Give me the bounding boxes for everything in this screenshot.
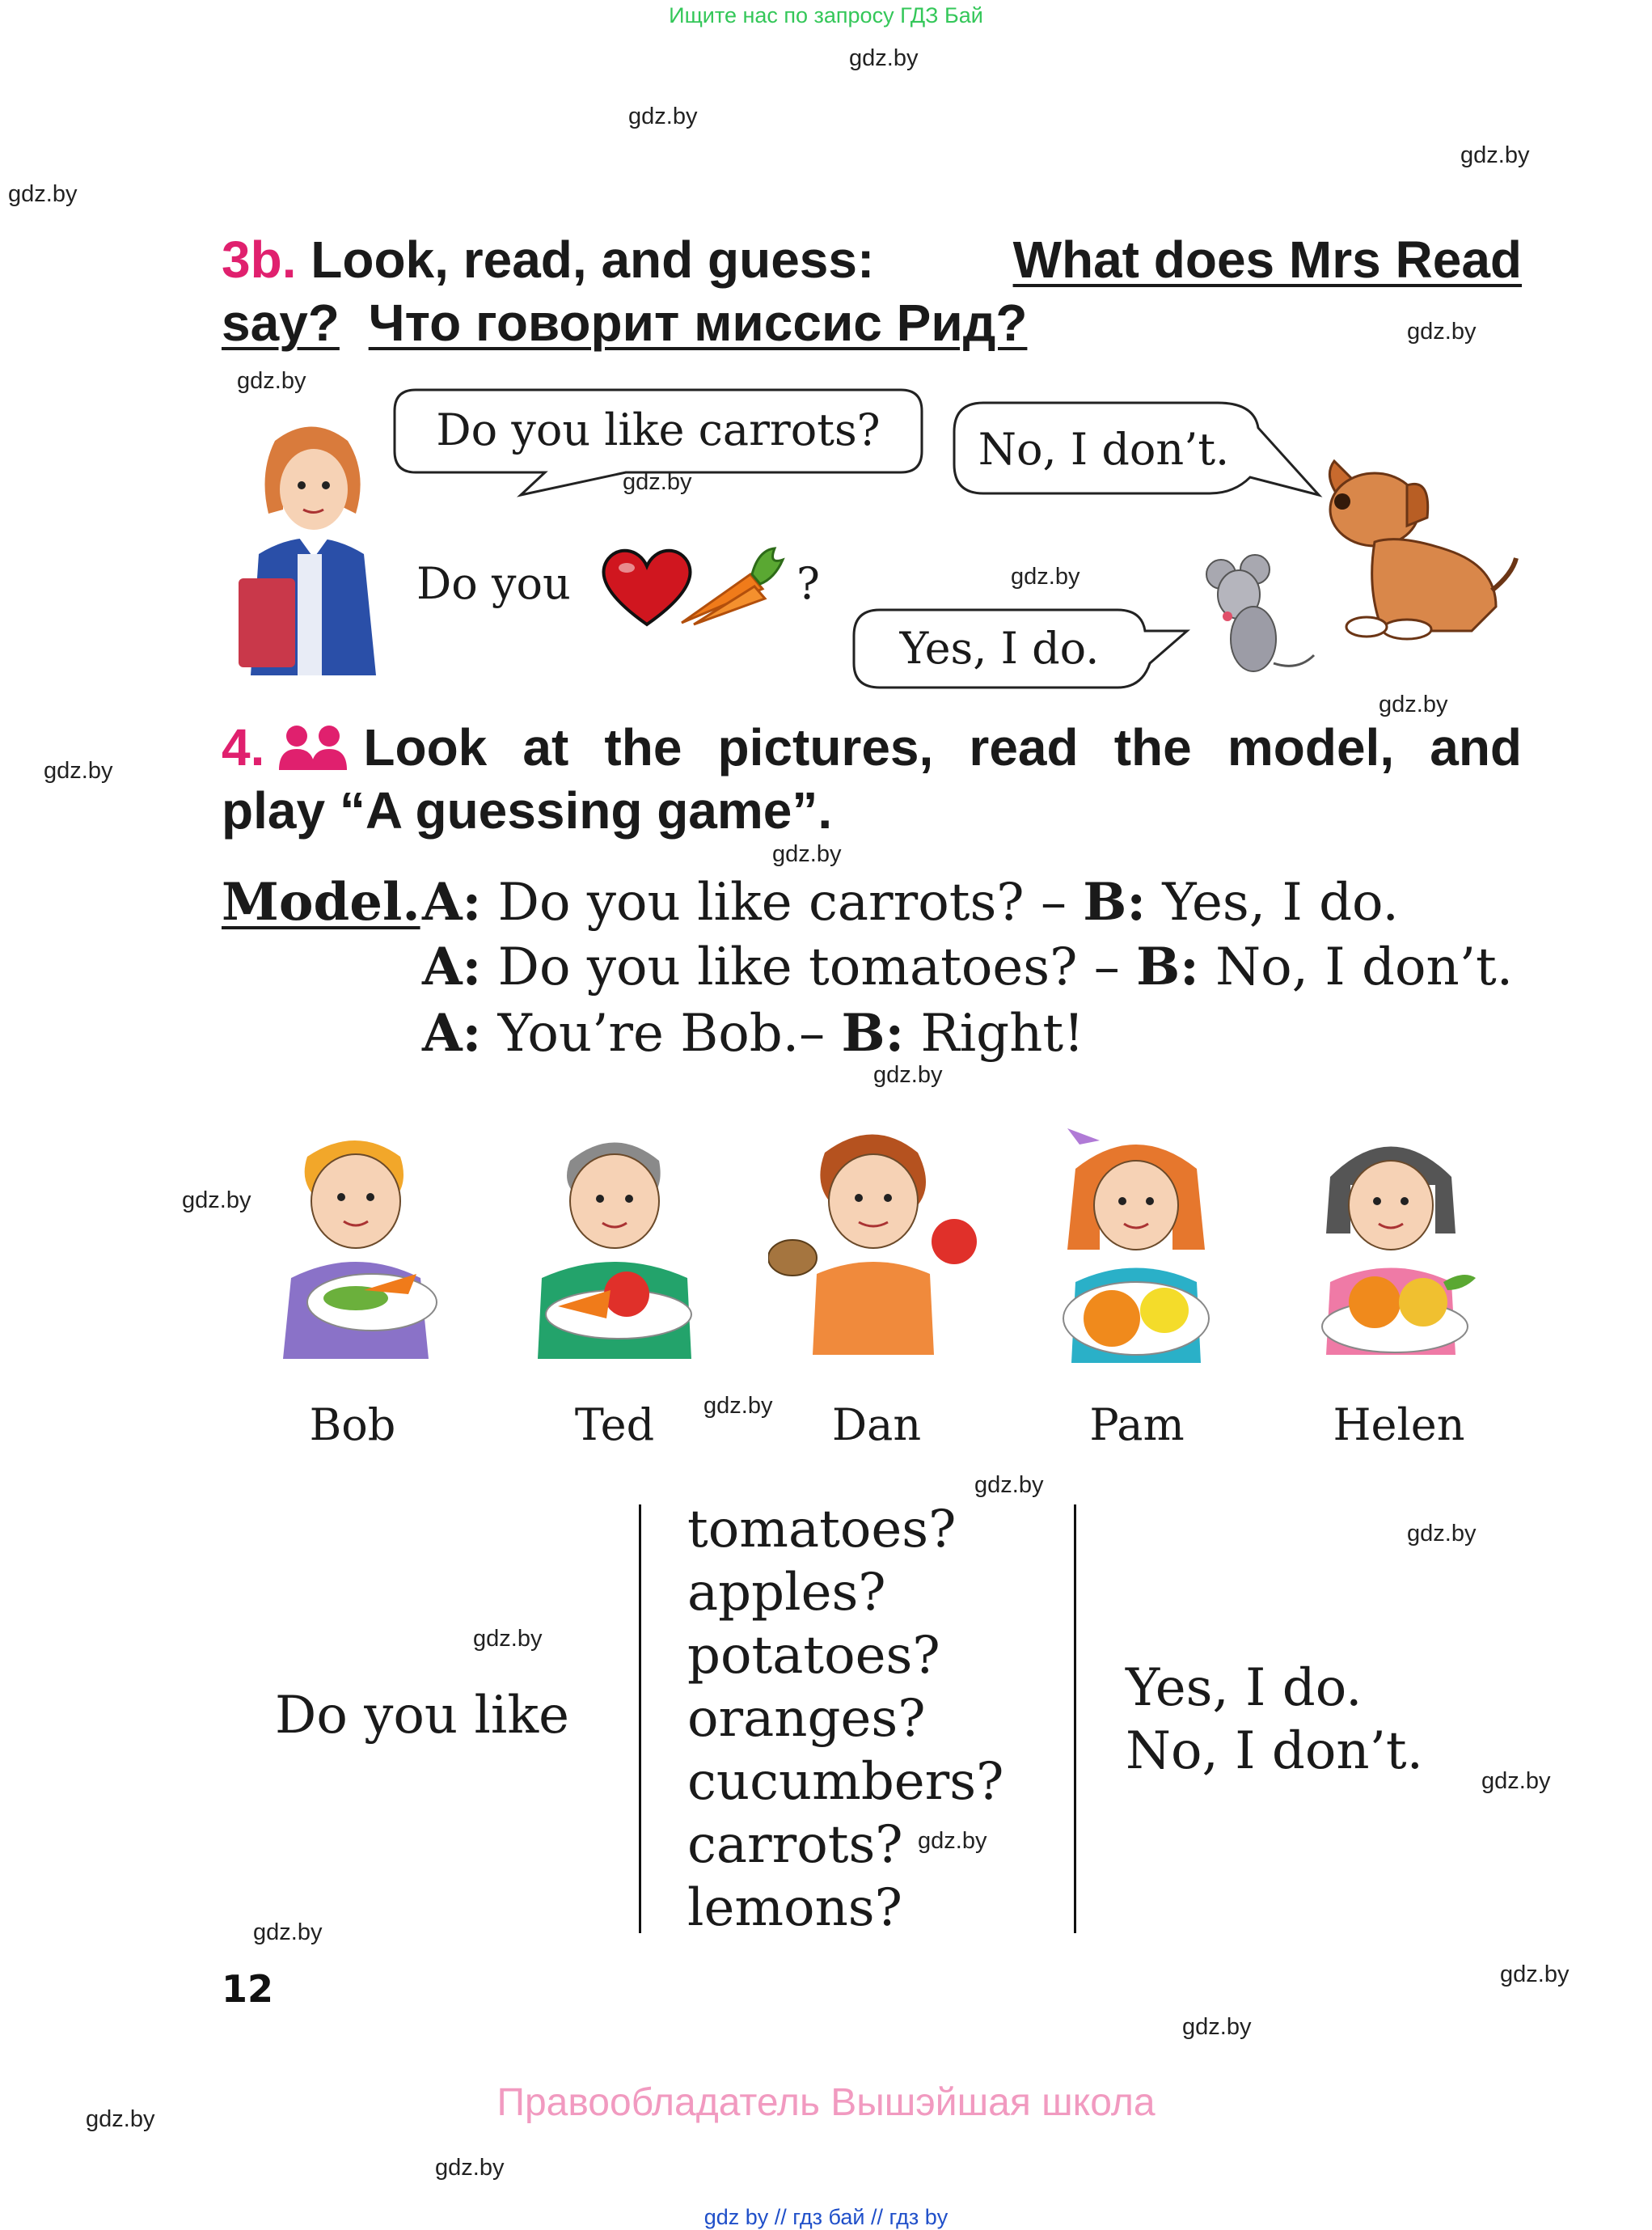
- speaker-a: A:: [422, 937, 482, 997]
- ted-illustration: [518, 1124, 712, 1367]
- option-item: potatoes?: [687, 1626, 940, 1686]
- watermark: gdz.by: [703, 1393, 773, 1419]
- exercise-4-heading: [222, 716, 1522, 842]
- exercise-instruction: Look, read, and guess:: [311, 231, 875, 289]
- speaker-b: B:: [1136, 937, 1199, 997]
- bob-illustration: [259, 1124, 453, 1367]
- watermark: gdz.by: [623, 469, 692, 495]
- option-item: cucumbers?: [687, 1752, 1004, 1812]
- watermark: gdz.by: [873, 1062, 943, 1088]
- teacher-illustration: [226, 417, 396, 683]
- footer-links[interactable]: gdz by // гдз бай // гдз by: [703, 2205, 949, 2229]
- copyright-notice: Правообладатель Вышэйшая школа: [496, 2081, 1156, 2124]
- line-b: No, I don’t.: [1198, 937, 1514, 997]
- watermark: gdz.by: [1182, 2014, 1252, 2040]
- table-question-start: Do you like: [275, 1686, 570, 1745]
- line-b: Yes, I do.: [1146, 873, 1399, 933]
- page-number: 12: [222, 1967, 274, 2011]
- helen-illustration: [1302, 1120, 1488, 1363]
- rebus-text: Do you: [416, 558, 571, 609]
- watermark: gdz.by: [237, 368, 306, 394]
- child-name-helen: Helen: [1333, 1399, 1465, 1450]
- watermark: gdz.by: [8, 181, 78, 207]
- option-item: apples?: [687, 1563, 886, 1623]
- watermark: gdz.by: [182, 1187, 251, 1213]
- answer-item: Yes, I do.: [1126, 1658, 1363, 1718]
- pam-illustration: [1043, 1120, 1229, 1371]
- answer-item: No, I don’t.: [1126, 1721, 1423, 1781]
- child-name-pam: Pam: [1089, 1399, 1185, 1450]
- watermark: gdz.by: [473, 1626, 543, 1652]
- model-line-3: [422, 1003, 1084, 1064]
- model-label: Model.: [222, 872, 420, 933]
- watermark: gdz.by: [1379, 692, 1448, 717]
- watermark: gdz.by: [1407, 319, 1477, 345]
- line-b: Right!: [904, 1004, 1084, 1064]
- watermark: gdz.by: [86, 2106, 155, 2132]
- carrot-icon: [678, 542, 791, 631]
- watermark: gdz.by: [435, 2155, 505, 2181]
- option-item: carrots?: [687, 1815, 903, 1875]
- line-a: You’re Bob.–: [481, 1004, 842, 1064]
- line-a: Do you like tomatoes? –: [481, 937, 1137, 997]
- watermark: gdz.by: [1460, 142, 1530, 168]
- exercise-question: What does Mrs Read: [1012, 231, 1522, 289]
- watermark: gdz.by: [849, 45, 919, 71]
- watermark: gdz.by: [1407, 1521, 1477, 1547]
- speaker-b: B:: [841, 1003, 905, 1064]
- exercise-number: 4.: [222, 718, 265, 776]
- watermark: gdz.by: [1500, 1961, 1570, 1987]
- model-line-1: [422, 872, 1399, 933]
- watermark: gdz.by: [253, 1919, 323, 1945]
- speaker-a: A:: [422, 1003, 482, 1064]
- watermark: gdz.by: [44, 758, 113, 784]
- watermark: gdz.by: [974, 1472, 1044, 1498]
- mouse-illustration: [1197, 550, 1318, 679]
- mouse-speech-text: Yes, I do.: [899, 622, 1100, 674]
- table-divider-right: [1074, 1504, 1076, 1933]
- exercise-number: 3b.: [222, 231, 297, 289]
- speaker-b: B:: [1083, 872, 1146, 933]
- dan-illustration: [768, 1120, 978, 1363]
- child-name-bob: Bob: [309, 1399, 396, 1450]
- speaker-a: A:: [422, 872, 482, 933]
- table-divider-left: [639, 1504, 641, 1933]
- rebus-question-mark: ?: [796, 558, 820, 609]
- table-answers: [1126, 1657, 1423, 1783]
- child-name-dan: Dan: [831, 1399, 922, 1450]
- exercise-instruction: Look at the pictures, read the model, and: [363, 718, 1522, 776]
- exercise-3b-heading: [222, 228, 1522, 354]
- dog-illustration: [1310, 453, 1520, 647]
- teacher-speech-text: Do you like carrots?: [436, 404, 881, 455]
- exercise-question-end: say?: [222, 294, 340, 352]
- watermark: gdz.by: [1481, 1768, 1551, 1794]
- watermark: gdz.by: [628, 104, 698, 129]
- watermark: gdz.by: [772, 841, 842, 867]
- option-item: tomatoes?: [687, 1500, 957, 1559]
- top-search-note: Ищите нас по запросу ГДЗ Бай: [669, 3, 983, 28]
- exercise-instruction-2: play “A guessing game”.: [222, 781, 833, 840]
- watermark: gdz.by: [1011, 564, 1080, 590]
- child-name-ted: Ted: [574, 1399, 655, 1450]
- option-item: lemons?: [687, 1878, 902, 1938]
- line-a: Do you like carrots? –: [481, 873, 1084, 933]
- table-options: [687, 1498, 1003, 1940]
- exercise-question-ru: Что говорит миссис Рид?: [368, 294, 1028, 352]
- watermark: gdz.by: [918, 1828, 987, 1854]
- dog-speech-text: No, I don’t.: [978, 423, 1230, 475]
- option-item: oranges?: [687, 1689, 926, 1749]
- pair-work-icon: [277, 723, 349, 772]
- model-line-2: [422, 937, 1513, 997]
